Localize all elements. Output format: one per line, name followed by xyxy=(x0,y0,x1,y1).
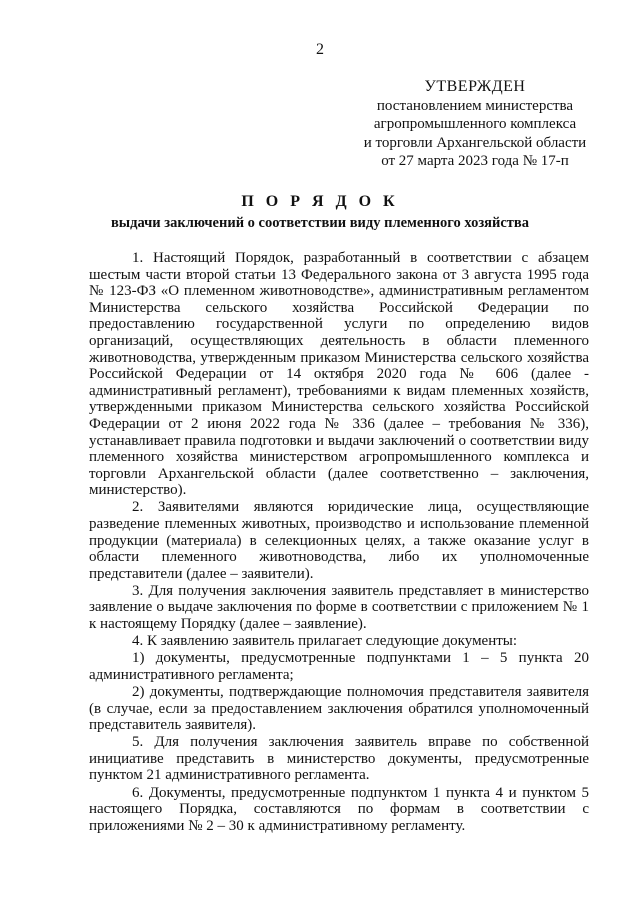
approval-title: УТВЕРЖДЕН xyxy=(424,78,526,95)
paragraph-5: 5. Для получения заключения заявитель вправе по собственной инициативе представить в министерство документы, предусмотренные пунктом 21 административного регламента. xyxy=(89,734,589,784)
approval-block xyxy=(345,78,605,171)
approval-line: и торговли Архангельской области xyxy=(363,134,587,151)
paragraph-2: 2. Заявителями являются юридические лица, осуществляющие разведение племенных животных, производство и использование племенной продукции (материала) в селекционных целях, а также оказание услуг в области племенного животноводства, либо их уполномоченные представители (далее – заявители). xyxy=(89,499,589,582)
document-body xyxy=(89,250,589,835)
paragraph-6: 6. Документы, предусмотренные подпунктом 1 пункта 4 и пунктом 5 настоящего Порядка, составляются по формам в соответствии с приложениями № 2 – 30 к административному регламенту. xyxy=(89,784,589,834)
paragraph-3: 3. Для получения заключения заявитель представляет в министерство заявление о выдаче заключения по форме в соответствии с приложением № 1 к настоящему Порядку (далее – заявление). xyxy=(89,582,589,633)
page-number: 2 xyxy=(316,41,324,58)
paragraph-4-item-2: 2) документы, подтверждающие полномочия представителя заявителя (в случае, если за предоставлением заключения обратился уполномоченный представитель заявителя). xyxy=(89,683,589,734)
paragraph-4-item-1: 1) документы, предусмотренные подпунктами 1 – 5 пункта 20 административного регламента; xyxy=(89,650,589,683)
paragraph-4: 4. К заявлению заявитель прилагает следующие документы: xyxy=(132,633,518,650)
document-title: П О Р Я Д О К xyxy=(241,193,399,210)
document-subtitle: выдачи заключений о соответствии виду племенного хозяйства xyxy=(110,215,530,231)
approval-line: агропромышленного комплекса xyxy=(373,116,577,132)
approval-line: от 27 марта 2023 года № 17-п xyxy=(381,153,569,169)
approval-line: постановлением министерства xyxy=(376,97,574,114)
paragraph-1: 1. Настоящий Порядок, разработанный в соответствии с абзацем шестым части второй статьи 13 Федерального закона от 3 августа 1995 года № 123-ФЗ «О племенном животноводстве», административным регламентом Министерства сельского хозяйства Российской Федерации по предоставлению государственной услуги по определению видов организаций, осуществляющих деятельность в области племенного животноводства, утвержденным приказом Министерства сельского хозяйства Российской Федерации от 14 октября 2020 года № 606 (далее - административный регламент), требованиями к видам племенных хозяйств, утвержденными приказом Министерства сельского хозяйства Российской Федерации от 2 июня 2022 года № 336 (далее – требования № 336), устанавливает правила подготовки и выдачи заключений о соответствии виду племенного хозяйства министерством агропромышленного комплекса и торговли Архангельской области (далее соответственно – заключения, министерство). xyxy=(89,250,589,499)
